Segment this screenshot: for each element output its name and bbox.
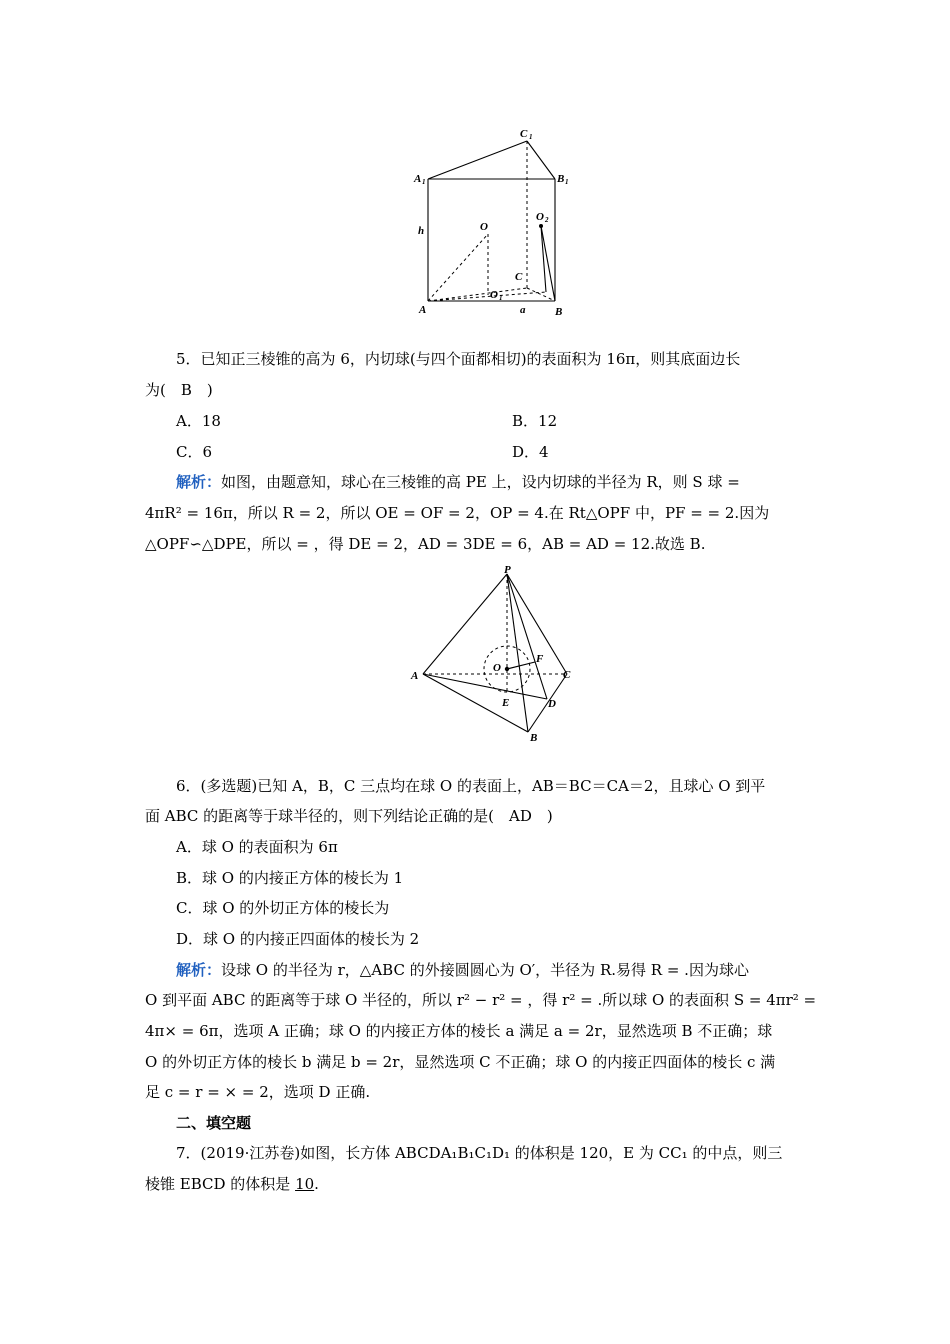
label-A1: A: [414, 173, 422, 185]
q7-answer: 10: [295, 1175, 315, 1193]
q7-stem-line2: [145, 1174, 805, 1194]
q6-option-d: D．球 O 的内接正四面体的棱长为 2: [176, 930, 420, 948]
q7-stem-line1: 7．(2019·江苏卷)如图，长方体 ABCDA₁B₁C₁D₁ 的体积是 120，E 为 CC₁ 的中点，则三: [176, 1144, 783, 1162]
label-C: C: [563, 669, 571, 681]
tetrahedron-figure: [405, 562, 580, 747]
q5-option-d: D．4: [512, 443, 549, 461]
q6-stem-line1: 6．(多选题)已知 A，B，C 三点均在球 O 的表面上，AB＝BC＝CA＝2，且球心 O 到平: [176, 777, 766, 795]
label-F: F: [536, 653, 544, 665]
q6-solution-line4: O 的外切正方体的棱长 b 满足 b = 2r，显然选项 C 不正确；球 O 的内接正四面体的棱长 c 满: [145, 1053, 776, 1071]
label-O: O: [480, 221, 488, 233]
q5-options-row2: [176, 442, 836, 462]
prism-figure: [410, 120, 580, 325]
q5-stem-line2: 为( B ): [145, 381, 213, 399]
q6-option-c: C．球 O 的外切正方体的棱长为: [176, 899, 390, 917]
label-O1-sub: 1: [499, 294, 503, 302]
section-heading: 二、填空题: [176, 1114, 252, 1132]
label-D: D: [548, 698, 556, 710]
q5-solution-line2: 4πR² = 16π，所以 R = 2，所以 OE = OF = 2，OP = 4.在 Rt△OPF 中，PF = = 2.因为: [145, 504, 770, 522]
label-E: E: [502, 697, 510, 709]
label-B1-sub: 1: [565, 178, 569, 186]
label-C: C: [515, 271, 523, 283]
q5-stem-line1: 5．已知正三棱锥的高为 6，内切球(与四个面都相切)的表面积为 16π，则其底面边长: [176, 350, 741, 368]
q5-solution-line3: △OPF∽△DPE，所以 = ，得 DE = 2，AD = 3DE = 6，AB = AD = 12.故选 B.: [145, 535, 706, 553]
q5-option-c: C．6: [176, 443, 213, 461]
label-B1: B: [557, 173, 565, 185]
q5-solution-text1: 如图，由题意知，球心在三棱锥的高 PE 上，设内切球的半径为 R，则 S 球 =: [221, 473, 740, 491]
label-h: h: [418, 225, 425, 237]
q5-options-row1: [176, 411, 836, 431]
label-B: B: [555, 306, 563, 318]
q5-option-b: B．12: [512, 412, 558, 430]
q7-stem-end: .: [314, 1175, 319, 1193]
label-A: A: [411, 670, 419, 682]
q6-option-b: B．球 O 的内接正方体的棱长为 1: [176, 869, 404, 887]
label-O1: O: [490, 289, 498, 301]
q6-solution-line1: [176, 960, 836, 980]
q6-solution-line3: 4π× = 6π，选项 A 正确；球 O 的内接正方体的棱长 a 满足 a = 2r，显然选项 B 不正确；球: [145, 1022, 773, 1040]
label-C1: C: [520, 128, 528, 140]
label-A1-sub: 1: [422, 178, 426, 186]
label-B: B: [530, 732, 538, 744]
q6-solution-line2: O 到平面 ABC 的距离等于球 O 半径的，所以 r² − r² = ，得 r² = .所以球 O 的表面积 S = 4πr² =: [145, 991, 817, 1009]
q7-stem-text: 棱锥 EBCD 的体积是: [145, 1175, 296, 1193]
q6-option-a: A．球 O 的表面积为 6π: [176, 838, 338, 856]
q6-stem-line2: 面 ABC 的距离等于球半径的，则下列结论正确的是( AD ): [145, 807, 553, 825]
label-O: O: [493, 662, 501, 674]
label-C1-sub: 1: [529, 133, 533, 141]
q6-solution-line5: 足 c = r = × = 2，选项 D 正确.: [145, 1083, 371, 1101]
label-O2: O: [536, 211, 544, 223]
q5-solution-label: 解析：: [176, 473, 222, 491]
q5-option-a: A．18: [176, 412, 221, 430]
q5-solution-line1: [176, 472, 836, 492]
label-O2-sub: 2: [545, 216, 549, 224]
q6-solution-text1: 设球 O 的半径为 r，△ABC 的外接圆圆心为 O′，半径为 R.易得 R = .因为球心: [221, 961, 749, 979]
label-P: P: [504, 564, 511, 576]
label-a: a: [520, 304, 526, 316]
label-A: A: [419, 304, 427, 316]
q6-solution-label: 解析：: [176, 961, 222, 979]
